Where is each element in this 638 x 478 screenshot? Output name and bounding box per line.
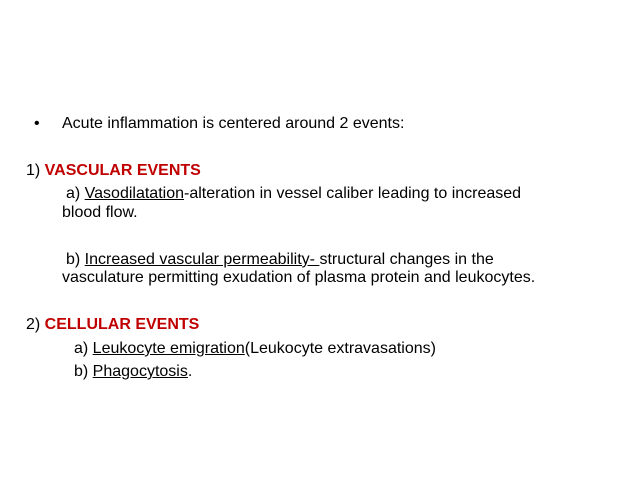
vascular-heading-line bbox=[26, 161, 201, 181]
intro-text: Acute inflammation is centered around 2 events: bbox=[62, 115, 405, 132]
cellular-heading-line bbox=[26, 315, 199, 335]
vascular-heading: VASCULAR EVENTS bbox=[44, 162, 201, 179]
cellular-a-rest: (Leukocyte extravasations) bbox=[244, 340, 436, 357]
vascular-b-rest: structural changes in the bbox=[319, 251, 494, 268]
cellular-a-prefix: a) bbox=[74, 340, 93, 357]
phagocytosis-term: Phagocytosis bbox=[92, 363, 188, 380]
intro-bullet-line bbox=[34, 114, 404, 134]
vascular-a-line1 bbox=[66, 184, 521, 204]
emigration-term: Leukocyte emigration bbox=[92, 340, 245, 357]
vascular-b-line2: vasculature permitting exudation of plasma protein and leukocytes. bbox=[62, 269, 536, 286]
bullet-icon: • bbox=[34, 115, 40, 132]
cellular-heading: CELLULAR EVENTS bbox=[44, 316, 200, 333]
vascular-b-line1 bbox=[66, 250, 494, 270]
cellular-b-prefix: b) bbox=[74, 363, 93, 380]
cellular-a-line bbox=[74, 339, 436, 359]
cellular-number: 2) bbox=[26, 316, 45, 333]
cellular-b-line bbox=[74, 362, 192, 382]
vascular-b-prefix: b) bbox=[66, 251, 85, 268]
vascular-a-line2: blood flow. bbox=[62, 204, 138, 221]
vasodilatation-term: Vasodilatation bbox=[84, 185, 184, 202]
vascular-a-prefix: a) bbox=[66, 185, 85, 202]
cellular-b-rest: . bbox=[187, 363, 193, 380]
vascular-a-rest: -alteration in vessel caliber leading to increased bbox=[184, 185, 522, 202]
vascular-number: 1) bbox=[26, 162, 45, 179]
permeability-term: Increased vascular permeability- bbox=[84, 251, 320, 268]
